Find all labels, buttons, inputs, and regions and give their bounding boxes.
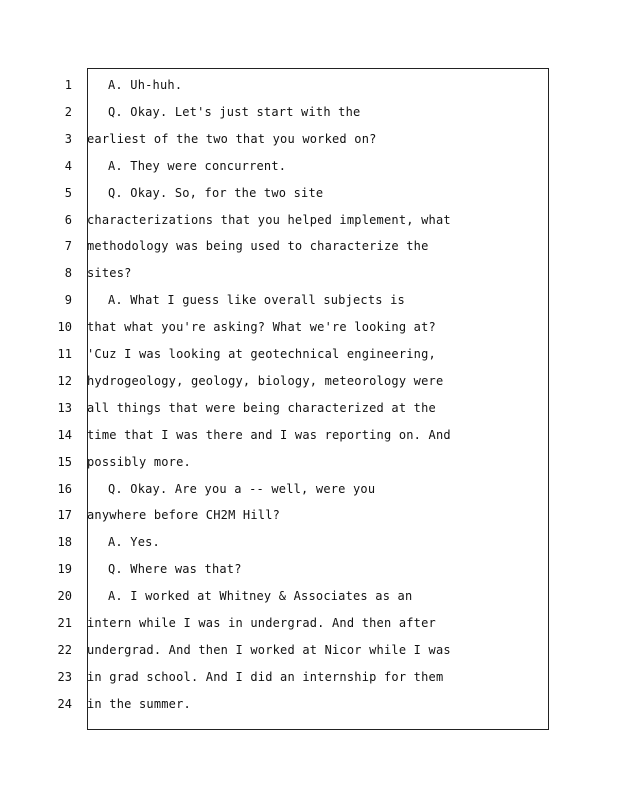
transcript-line [0, 263, 618, 283]
line-number: 15 [57, 454, 72, 469]
line-text: Q. Where was that? [108, 562, 242, 577]
transcript-line [0, 210, 618, 230]
line-text: Q. Okay. So, for the two site [108, 185, 324, 200]
transcript-line [0, 398, 618, 418]
line-number: 11 [57, 347, 72, 361]
transcript-line [0, 694, 618, 714]
line-number: 13 [57, 400, 72, 415]
line-text: time that I was there and I was reporting on. And [87, 427, 451, 442]
line-text: hydrogeology, geology, biology, meteorology were [87, 373, 444, 388]
line-text: A. What I guess like overall subjects is [108, 293, 405, 308]
line-number: 16 [57, 481, 72, 496]
line-number: 19 [57, 562, 72, 577]
line-number: 7 [64, 239, 72, 254]
line-number: 12 [57, 373, 72, 388]
line-number: 17 [57, 508, 72, 523]
line-text: 'Cuz I was looking at geotechnical engineering, [87, 347, 436, 361]
line-number: 6 [64, 212, 72, 227]
transcript-line [0, 129, 618, 149]
line-number: 2 [64, 104, 72, 119]
line-text: A. Yes. [108, 535, 160, 550]
line-text: in the summer. [87, 696, 191, 711]
line-text: characterizations that you helped implement, what [87, 212, 451, 227]
line-text: A. I worked at Whitney & Associates as an [108, 589, 413, 604]
line-number: 10 [57, 320, 72, 335]
transcript-line [0, 371, 618, 391]
transcript-line [0, 317, 618, 337]
line-text: intern while I was in undergrad. And then after [87, 616, 436, 630]
line-number: 20 [57, 589, 72, 604]
line-text: sites? [87, 266, 132, 281]
line-text: earliest of the two that you worked on? [87, 131, 377, 146]
line-number: 4 [64, 158, 72, 173]
transcript-line [0, 667, 618, 687]
line-number: 8 [64, 266, 72, 281]
line-text: methodology was being used to characterize the [87, 239, 429, 254]
line-number: 24 [57, 696, 72, 711]
line-text: possibly more. [87, 454, 191, 469]
transcript-line [0, 505, 618, 525]
transcript-line [0, 640, 618, 660]
transcript-line [0, 425, 618, 445]
transcript-line [0, 613, 618, 633]
line-number: 14 [57, 427, 72, 442]
line-text: A. Uh-huh. [108, 78, 183, 92]
line-number: 21 [57, 616, 72, 630]
transcript-line [0, 559, 618, 579]
line-number: 18 [57, 535, 72, 550]
transcript-line [0, 290, 618, 310]
line-text: that what you're asking? What we're looking at? [87, 320, 436, 335]
line-number: 9 [64, 293, 72, 308]
line-text: anywhere before CH2M Hill? [87, 508, 281, 523]
transcript-line [0, 344, 618, 364]
line-number: 5 [64, 185, 72, 200]
transcript-line [0, 183, 618, 203]
transcript-line [0, 156, 618, 176]
line-text: undergrad. And then I worked at Nicor while I was [87, 642, 451, 657]
transcript-line [0, 586, 618, 606]
line-number: 1 [64, 78, 72, 92]
transcript-line [0, 479, 618, 499]
line-number: 23 [57, 669, 72, 684]
transcript-line [0, 452, 618, 472]
line-text: in grad school. And I did an internship for them [87, 669, 444, 684]
transcript-line [0, 532, 618, 552]
transcript-line [0, 75, 618, 95]
line-text: Q. Okay. Are you a -- well, were you [108, 481, 376, 496]
transcript-line [0, 102, 618, 122]
line-number: 22 [57, 642, 72, 657]
line-text: all things that were being characterized at the [87, 400, 436, 415]
line-text: A. They were concurrent. [108, 158, 287, 173]
line-number: 3 [64, 131, 72, 146]
transcript-line [0, 236, 618, 256]
line-text: Q. Okay. Let's just start with the [108, 104, 361, 119]
